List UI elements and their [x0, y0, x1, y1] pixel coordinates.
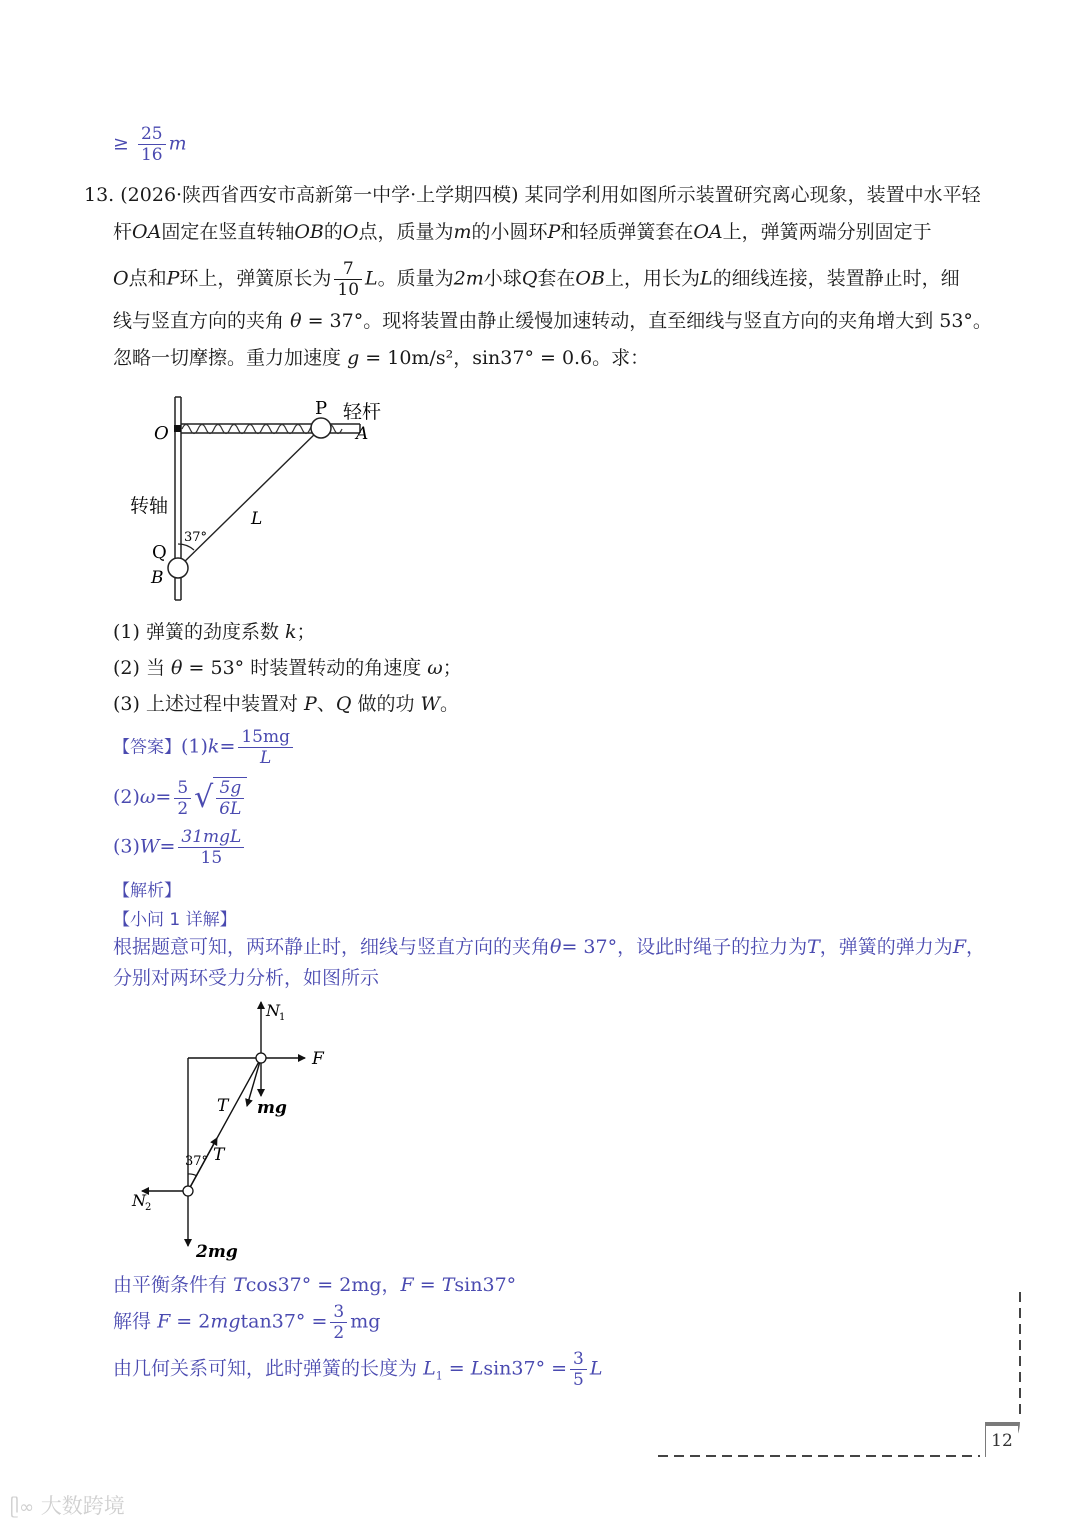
watermark: ᥫ∞ 大数跨境: [10, 1494, 125, 1518]
question-line-5: 忽略一切摩擦。重力加速度 g = 10m/s²，sin37° = 0.6。求：: [113, 347, 650, 369]
watermark-logo-icon: ᥫ∞: [10, 1497, 35, 1518]
ball-Q: [168, 558, 188, 578]
part1-tag: 【小问 1 详解】: [113, 910, 237, 930]
answer-3: (3)W= $\frac{\text{31mgL}}{15}$: [113, 827, 247, 868]
analysis-tag: 【解析】: [113, 881, 181, 901]
equation-balance: 由平衡条件有 Tcos37° = 2mg，F = Tsin37°: [113, 1274, 517, 1296]
sub-question-2: (2) 当 θ = 53° 时装置转动的角速度 ω；: [113, 657, 462, 679]
answer-1: 【答案】(1)k= $\frac{15mg}{L}$: [113, 727, 296, 768]
label-O: O: [154, 423, 169, 444]
question-line-3: O点和P环上，弹簧原长为 $\frac{7}{10}$ L。质量为2m小球Q套在OB上，用长为L的细线连接，装置静止时，细: [113, 259, 960, 300]
apparatus-diagram: [120, 392, 400, 607]
label-L: L: [251, 509, 263, 529]
question-line-1: 13. (2026·陕西省西安市高新第一中学·上学期四模) 某同学利用如图所示装置研究离心现象，装置中水平轻: [84, 184, 981, 206]
analysis-text-2: 分别对两环受力分析，如图所示: [113, 967, 380, 989]
label-T-upper: T: [217, 1096, 229, 1116]
label-N1: N: [266, 1001, 280, 1020]
label-N2: N: [132, 1191, 146, 1210]
equation-solve-F: 解得 F = 2mgtan37° = $\frac{3}{2}$ mg: [113, 1302, 381, 1343]
page-number: 12: [986, 1426, 1018, 1458]
question-number: 13.: [84, 184, 115, 206]
label-F: F: [312, 1049, 324, 1069]
label-angle: 37°: [185, 1154, 209, 1169]
label-2mg: 2mg: [196, 1242, 238, 1262]
label-mg: mg: [257, 1098, 287, 1118]
label-axis: 转轴: [130, 495, 169, 517]
sub-question-1: (1) 弹簧的劲度系数 k；: [113, 621, 316, 643]
label-light-rod: 轻杆: [343, 401, 382, 423]
svg-text:1: 1: [279, 1012, 286, 1023]
equation-spring-length: 由几何关系可知，此时弹簧的长度为 $L_1 = Lsin37^\circ$ = $\frac{3}{5}$ L: [113, 1349, 603, 1390]
analysis-text-1: 根据题意可知，两环静止时，细线与竖直方向的夹角θ= 37°，设此时绳子的拉力为T，弹簧的弹力为F，: [113, 936, 986, 958]
previous-answer: ≥ $\frac{25}{16}$ m: [113, 124, 187, 165]
answer-tag: 【答案】: [113, 737, 181, 758]
label-P: P: [315, 398, 328, 419]
question-line-2: 杆OA固定在竖直转轴OB的O点，质量为m的小圆环P和轻质弹簧套在OA上，弹簧两端分别固定于: [113, 221, 932, 243]
answer-2: (2)ω= $\frac{5}{2}$ √ $\frac{5g}{6L}$: [113, 777, 247, 819]
svg-text:2: 2: [145, 1202, 152, 1213]
ring-P: [311, 418, 331, 438]
string-L: [178, 428, 321, 568]
label-A: A: [356, 424, 369, 444]
page-corner-frame: [650, 1290, 1030, 1470]
label-B: B: [151, 568, 164, 588]
label-angle: 37°: [184, 530, 208, 545]
label-T-lower: T: [213, 1145, 225, 1165]
sub-question-3: (3) 上述过程中装置对 P、Q 做的功 W。: [113, 693, 460, 715]
question-line-4: 线与竖直方向的夹角 θ = 37°。现将装置由静止缓慢加速转动，直至细线与竖直方向的夹角增大到 53°。: [113, 310, 992, 332]
question-source: (2026·陕西省西安市高新第一中学·上学期四模): [120, 184, 519, 206]
label-Q: Q: [152, 542, 167, 563]
force-diagram: [120, 992, 360, 1262]
